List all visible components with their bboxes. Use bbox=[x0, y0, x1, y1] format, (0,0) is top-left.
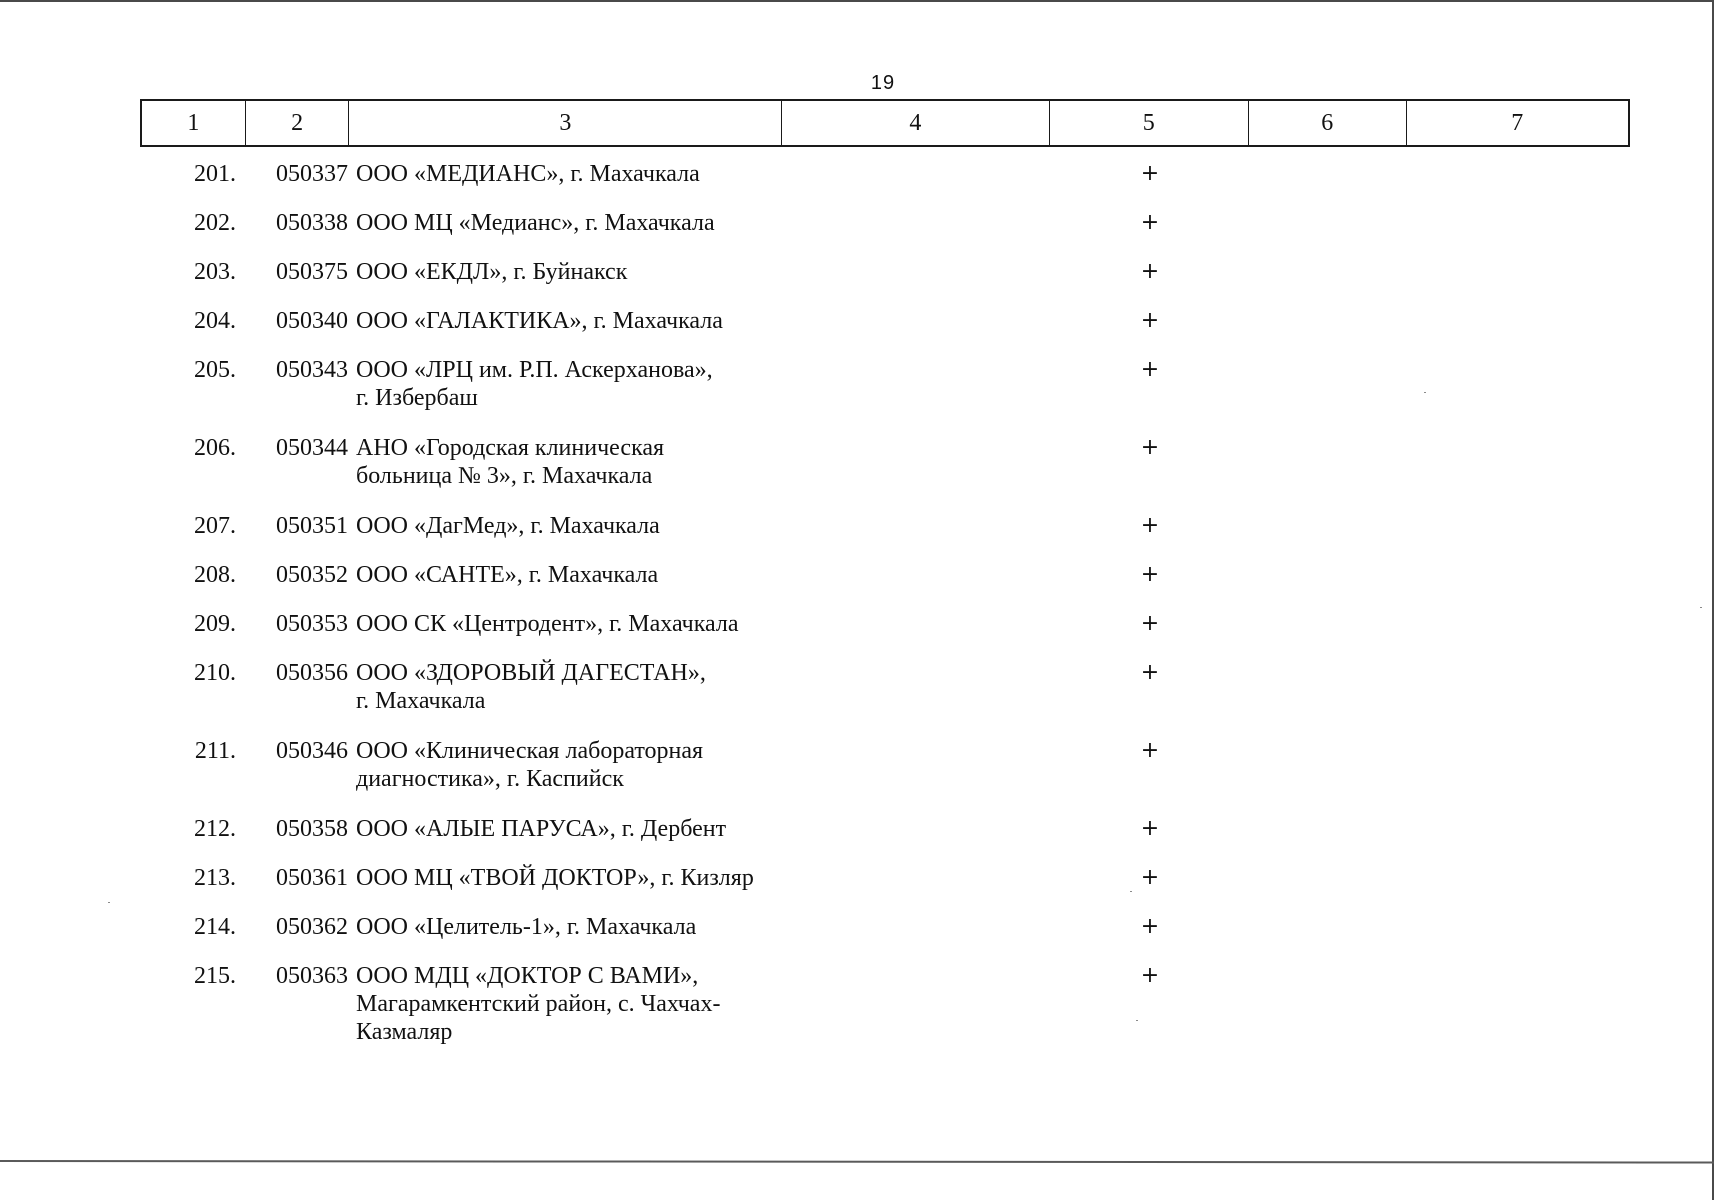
row-organization: АНО «Городская клиническая больница № 3», г. Махачкала bbox=[356, 435, 665, 489]
row-organization: ООО МДЦ «ДОКТОР С ВАМИ», Магарамкентский район, с. Чахчах- Казмаляр bbox=[356, 963, 721, 1045]
row-organization: ООО «Целитель-1», г. Махачкала bbox=[356, 914, 697, 940]
table-row bbox=[140, 737, 1630, 793]
scan-speck bbox=[1700, 607, 1702, 608]
row-col-5-mark: + bbox=[1140, 435, 1160, 460]
table-header-row bbox=[140, 99, 1630, 147]
row-col-5-mark: + bbox=[1140, 357, 1160, 382]
table-row bbox=[140, 610, 1630, 638]
table-row bbox=[140, 160, 1630, 188]
table-row bbox=[140, 307, 1630, 335]
row-number: 212. bbox=[194, 816, 236, 842]
row-number: 203. bbox=[194, 259, 236, 285]
row-col-5-mark: + bbox=[1140, 161, 1160, 186]
row-code: 050358 bbox=[276, 816, 348, 842]
row-col-4 bbox=[782, 659, 1050, 715]
table-row bbox=[140, 209, 1630, 237]
row-col-4 bbox=[782, 258, 1050, 286]
row-col-5-mark: + bbox=[1140, 210, 1160, 235]
row-organization: ООО МЦ «ТВОЙ ДОКТОР», г. Кизляр bbox=[356, 865, 754, 891]
row-col-5-mark: + bbox=[1140, 308, 1160, 333]
row-number: 205. bbox=[194, 357, 236, 383]
header-col-5: 5 bbox=[1050, 101, 1249, 145]
header-col-4: 4 bbox=[782, 101, 1049, 145]
scan-speck bbox=[1424, 392, 1426, 393]
row-col-5-mark: + bbox=[1140, 963, 1160, 988]
table-row bbox=[140, 434, 1630, 490]
row-code: 050352 bbox=[276, 562, 348, 588]
scan-edge-bottom bbox=[0, 1160, 1714, 1163]
row-number: 213. bbox=[194, 865, 236, 891]
row-number: 214. bbox=[194, 914, 236, 940]
row-col-4 bbox=[782, 864, 1050, 892]
row-code: 050362 bbox=[276, 914, 348, 940]
row-code: 050353 bbox=[276, 611, 348, 637]
table-row bbox=[140, 864, 1630, 892]
scan-speck bbox=[108, 902, 110, 903]
row-organization: ООО МЦ «Медианс», г. Махачкала bbox=[356, 210, 715, 236]
row-code: 050343 bbox=[276, 357, 348, 383]
table-row bbox=[140, 913, 1630, 941]
header-col-2: 2 bbox=[246, 101, 350, 145]
row-number: 211. bbox=[194, 738, 236, 764]
scan-speck bbox=[1130, 891, 1132, 892]
row-organization: ООО «САНТЕ», г. Махачкала bbox=[356, 562, 659, 588]
table-row bbox=[140, 561, 1630, 589]
row-number: 208. bbox=[194, 562, 236, 588]
row-col-5-mark: + bbox=[1140, 914, 1160, 939]
page-number: 19 bbox=[870, 72, 896, 94]
row-number: 210. bbox=[194, 660, 236, 686]
row-code: 050363 bbox=[276, 963, 348, 989]
row-number: 207. bbox=[194, 513, 236, 539]
scan-edge-top bbox=[0, 0, 1714, 2]
row-organization: ООО «ГАЛАКТИКА», г. Махачкала bbox=[356, 308, 723, 334]
row-number: 215. bbox=[194, 963, 236, 989]
row-organization: ООО «Клиническая лабораторная диагностика», г. Каспийск bbox=[356, 738, 704, 792]
row-col-4 bbox=[782, 815, 1050, 843]
table-body bbox=[140, 160, 1630, 1046]
table-row bbox=[140, 258, 1630, 286]
table-row bbox=[140, 962, 1630, 1046]
header-col-7: 7 bbox=[1511, 109, 1524, 136]
row-organization: ООО «ЕКДЛ», г. Буйнакск bbox=[356, 259, 628, 285]
table-row bbox=[140, 356, 1630, 412]
row-code: 050340 bbox=[276, 308, 348, 334]
row-col-4 bbox=[782, 307, 1050, 335]
row-col-4 bbox=[782, 737, 1050, 793]
row-col-4 bbox=[782, 610, 1050, 638]
row-col-5-mark: + bbox=[1140, 738, 1160, 763]
row-col-5-mark: + bbox=[1140, 513, 1160, 538]
row-code: 050346 bbox=[276, 738, 348, 764]
row-number: 209. bbox=[194, 611, 236, 637]
row-organization: ООО СК «Центродент», г. Махачкала bbox=[356, 611, 739, 637]
row-number: 204. bbox=[194, 308, 236, 334]
row-col-5-mark: + bbox=[1140, 816, 1160, 841]
row-organization: ООО «ДагМед», г. Махачкала bbox=[356, 513, 660, 539]
table-row bbox=[140, 659, 1630, 715]
row-code: 050338 bbox=[276, 210, 348, 236]
row-code: 050337 bbox=[276, 161, 348, 187]
table-row bbox=[140, 815, 1630, 843]
row-organization: ООО «АЛЫЕ ПАРУСА», г. Дербент bbox=[356, 816, 727, 842]
row-number: 206. bbox=[194, 435, 236, 461]
row-col-5-mark: + bbox=[1140, 259, 1160, 284]
row-col-4 bbox=[782, 512, 1050, 540]
header-col-1: 1 bbox=[142, 101, 246, 145]
row-col-4 bbox=[782, 160, 1050, 188]
row-col-5-mark: + bbox=[1140, 865, 1160, 890]
row-code: 050356 bbox=[276, 660, 348, 686]
row-organization: ООО «МЕДИАНС», г. Махачкала bbox=[356, 161, 700, 187]
row-col-5-mark: + bbox=[1140, 660, 1160, 685]
row-col-4 bbox=[782, 434, 1050, 490]
row-number: 202. bbox=[194, 210, 236, 236]
row-code: 050361 bbox=[276, 865, 348, 891]
row-code: 050375 bbox=[276, 259, 348, 285]
table-row bbox=[140, 512, 1630, 540]
row-code: 050344 bbox=[276, 435, 348, 461]
row-col-4 bbox=[782, 561, 1050, 589]
row-col-5-mark: + bbox=[1140, 562, 1160, 587]
row-code: 050351 bbox=[276, 513, 348, 539]
header-col-6: 6 bbox=[1249, 101, 1407, 145]
row-col-4 bbox=[782, 209, 1050, 237]
header-col-3: 3 bbox=[349, 101, 782, 145]
row-col-4 bbox=[782, 356, 1050, 412]
row-organization: ООО «ЛРЦ им. Р.П. Аскерханова», г. Избербаш bbox=[356, 357, 713, 411]
row-organization: ООО «ЗДОРОВЫЙ ДАГЕСТАН», г. Махачкала bbox=[356, 660, 706, 714]
row-col-4 bbox=[782, 913, 1050, 941]
row-number: 201. bbox=[194, 161, 236, 187]
scan-speck bbox=[1136, 1020, 1138, 1021]
row-col-4 bbox=[782, 962, 1050, 1046]
row-col-5-mark: + bbox=[1140, 611, 1160, 636]
